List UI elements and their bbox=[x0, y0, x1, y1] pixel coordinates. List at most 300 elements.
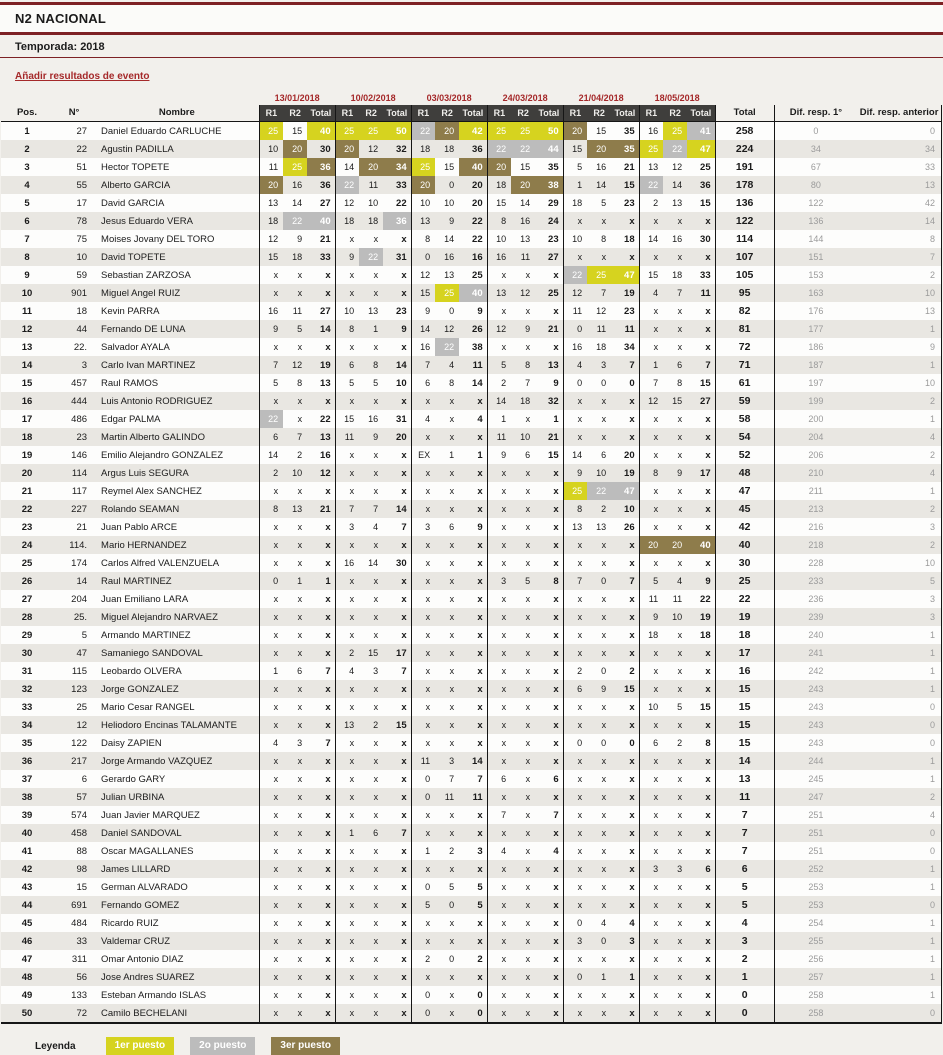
r2-cell: x bbox=[601, 594, 607, 604]
table-row bbox=[1, 698, 942, 716]
event-total-cell: x bbox=[629, 953, 635, 965]
r2-cell: x bbox=[677, 432, 683, 442]
dif-prev-cell: 2 bbox=[857, 536, 941, 554]
r2-cell: x bbox=[525, 666, 531, 676]
r1-cell: x bbox=[259, 644, 283, 662]
event-total-cell: x bbox=[401, 683, 407, 695]
r1-cell: x bbox=[335, 536, 359, 554]
table-row bbox=[1, 518, 942, 536]
r1-cell: x bbox=[335, 932, 359, 950]
r1-cell: x bbox=[335, 464, 359, 482]
event-total-cell: 3 bbox=[629, 935, 635, 947]
r1-cell: x bbox=[639, 914, 663, 932]
number-cell: 901 bbox=[71, 287, 88, 299]
event-total-cell: x bbox=[553, 341, 559, 353]
r2-cell: x bbox=[525, 828, 531, 838]
event-total-cell: 1 bbox=[553, 413, 559, 425]
number-cell: 311 bbox=[71, 953, 88, 965]
total-cell: 7 bbox=[715, 824, 774, 842]
event-total-cell: 47 bbox=[687, 140, 715, 158]
r2-cell: x bbox=[373, 594, 379, 604]
r2-cell: x bbox=[297, 882, 303, 892]
r1-cell: 4 bbox=[259, 734, 283, 752]
r2-cell: 12 bbox=[368, 144, 379, 154]
event-total-cell: 30 bbox=[320, 143, 331, 155]
pos-cell: 38 bbox=[21, 791, 33, 803]
r1-cell: x bbox=[487, 716, 511, 734]
r2-cell: x bbox=[601, 792, 607, 802]
r1-cell: 8 bbox=[335, 320, 359, 338]
r2-cell: x bbox=[449, 648, 455, 658]
legend-third-place-swatch: 3er puesto bbox=[271, 1037, 340, 1055]
number-cell: 23 bbox=[76, 431, 88, 443]
total-cell: 15 bbox=[715, 716, 774, 734]
r2-cell: 15 bbox=[292, 126, 303, 136]
dif-prev-cell: 0 bbox=[857, 122, 941, 141]
pos-cell: 4 bbox=[24, 179, 30, 191]
name-cell: Ricardo RUIZ bbox=[101, 917, 159, 929]
event-total-cell: 1 bbox=[477, 449, 483, 461]
r1-cell: 25 bbox=[639, 140, 663, 158]
r2-cell: x bbox=[601, 954, 607, 964]
event-total-cell: x bbox=[687, 842, 715, 860]
event-total-cell: x bbox=[477, 485, 483, 497]
r2-cell: x bbox=[525, 882, 531, 892]
r1-cell: x bbox=[639, 680, 663, 698]
number-cell: 5 bbox=[81, 629, 88, 641]
dif-prev-cell: 4 bbox=[857, 806, 941, 824]
dif-first-cell: 254 bbox=[808, 918, 824, 928]
name-cell: Luis Antonio RODRIGUEZ bbox=[101, 395, 213, 407]
r2-cell: x bbox=[373, 702, 379, 712]
event-total-cell: 20 bbox=[396, 431, 407, 443]
r1-cell: x bbox=[335, 392, 359, 410]
header-r2: R2 bbox=[435, 105, 459, 122]
table-row bbox=[1, 446, 942, 464]
event-total-cell: x bbox=[325, 863, 331, 875]
pos-cell: 47 bbox=[21, 953, 33, 965]
total-cell: 114 bbox=[715, 230, 774, 248]
event-total-cell: x bbox=[325, 287, 331, 299]
r2-cell: 16 bbox=[444, 252, 455, 262]
event-total-cell: 2 bbox=[477, 953, 483, 965]
event-total-cell: 9 bbox=[401, 323, 407, 335]
event-total-cell: x bbox=[629, 251, 635, 263]
r1-cell: x bbox=[487, 968, 511, 986]
dif-prev-cell: 13 bbox=[857, 302, 941, 320]
r1-cell: x bbox=[639, 482, 663, 500]
r1-cell: x bbox=[259, 752, 283, 770]
r1-cell: x bbox=[335, 446, 359, 464]
dif-prev-cell: 1 bbox=[857, 968, 941, 986]
r1-cell: x bbox=[411, 860, 435, 878]
r1-cell: 4 bbox=[411, 410, 435, 428]
event-total-cell: 15 bbox=[624, 683, 635, 695]
dif-first-cell: 216 bbox=[808, 522, 824, 532]
header-dif-first: Dif. resp. 1° bbox=[774, 105, 857, 122]
r1-cell: 5 bbox=[259, 374, 283, 392]
name-cell: Martin Alberto GALINDO bbox=[101, 431, 206, 443]
r2-cell: 11 bbox=[520, 252, 531, 262]
event-total-cell: x bbox=[553, 953, 559, 965]
r1-cell: 13 bbox=[411, 212, 435, 230]
r2-cell: 7 bbox=[373, 504, 379, 514]
r2-cell: 15 bbox=[672, 396, 683, 406]
r1-cell: 13 bbox=[563, 518, 587, 536]
r2-cell: x bbox=[297, 1008, 303, 1018]
event-total-cell: x bbox=[687, 554, 715, 572]
r1-cell: 10 bbox=[487, 230, 511, 248]
r2-cell: x bbox=[677, 936, 683, 946]
r2-cell: x bbox=[677, 810, 683, 820]
r1-cell: x bbox=[411, 968, 435, 986]
total-cell: 122 bbox=[715, 212, 774, 230]
r1-cell: 0 bbox=[563, 968, 587, 986]
r2-cell: x bbox=[449, 828, 455, 838]
r1-cell: x bbox=[259, 806, 283, 824]
dif-prev-cell: 10 bbox=[857, 554, 941, 572]
dif-prev-cell: 2 bbox=[857, 500, 941, 518]
event-total-cell: x bbox=[687, 896, 715, 914]
number-cell: 44 bbox=[76, 323, 88, 335]
pos-cell: 10 bbox=[21, 287, 33, 299]
dif-prev-cell: 2 bbox=[857, 446, 941, 464]
r2-cell: x bbox=[525, 594, 531, 604]
r1-cell: x bbox=[411, 716, 435, 734]
r2-cell: x bbox=[525, 342, 531, 352]
r2-cell: x bbox=[525, 702, 531, 712]
number-cell: 22. bbox=[73, 341, 88, 353]
r1-cell: x bbox=[335, 284, 359, 302]
event-total-cell: x bbox=[687, 248, 715, 266]
table-row bbox=[1, 464, 942, 482]
event-total-cell: 14 bbox=[320, 323, 331, 335]
r2-cell: x bbox=[297, 954, 303, 964]
r1-cell: 0 bbox=[411, 770, 435, 788]
total-cell: 178 bbox=[715, 176, 774, 194]
r2-cell: 20 bbox=[359, 158, 383, 176]
r2-cell: 14 bbox=[672, 180, 683, 190]
event-total-cell: x bbox=[687, 428, 715, 446]
r2-cell: 14 bbox=[596, 180, 607, 190]
r1-cell: x bbox=[487, 464, 511, 482]
number-cell: 6 bbox=[81, 773, 88, 785]
r2-cell: 11 bbox=[596, 324, 607, 334]
number-cell: 486 bbox=[71, 413, 88, 425]
header-r1: R1 bbox=[335, 105, 359, 122]
pos-cell: 35 bbox=[21, 737, 33, 749]
event-total-cell: 0 bbox=[477, 1007, 483, 1019]
header-r2: R2 bbox=[359, 105, 383, 122]
r1-cell: x bbox=[335, 698, 359, 716]
event-total-cell: x bbox=[325, 953, 331, 965]
legend bbox=[35, 1037, 943, 1055]
r2-cell: 8 bbox=[297, 378, 303, 388]
event-total-cell: x bbox=[477, 737, 483, 749]
r1-cell: 14 bbox=[639, 230, 663, 248]
event-total-cell: x bbox=[629, 755, 635, 767]
total-cell: 4 bbox=[715, 914, 774, 932]
r1-cell: x bbox=[639, 338, 663, 356]
dif-prev-cell: 3 bbox=[857, 608, 941, 626]
r1-cell: x bbox=[563, 608, 587, 626]
r2-cell: x bbox=[449, 810, 455, 820]
r2-cell: 9 bbox=[525, 324, 531, 334]
event-total-cell: 21 bbox=[548, 323, 559, 335]
r2-cell: x bbox=[373, 954, 379, 964]
header-r1: R1 bbox=[411, 105, 435, 122]
r1-cell: x bbox=[487, 626, 511, 644]
r2-cell: x bbox=[449, 540, 455, 550]
name-cell: Julian URBINA bbox=[101, 791, 165, 803]
r1-cell: x bbox=[487, 752, 511, 770]
r2-cell: 8 bbox=[601, 234, 607, 244]
total-cell: 191 bbox=[715, 158, 774, 176]
dif-prev-cell: 1 bbox=[857, 860, 941, 878]
name-cell: Mario Cesar RANGEL bbox=[101, 701, 195, 713]
r2-cell: 25 bbox=[435, 284, 459, 302]
pos-cell: 43 bbox=[21, 881, 33, 893]
r2-cell: 15 bbox=[444, 162, 455, 172]
r2-cell: 16 bbox=[368, 414, 379, 424]
r2-cell: 7 bbox=[449, 774, 455, 784]
r1-cell: x bbox=[411, 824, 435, 842]
r2-cell: 10 bbox=[520, 432, 531, 442]
event-total-cell: 40 bbox=[459, 158, 487, 176]
event-total-cell: x bbox=[687, 446, 715, 464]
name-cell: Heliodoro Encinas TALAMANTE bbox=[101, 719, 237, 731]
r1-cell: 6 bbox=[335, 356, 359, 374]
r2-cell: x bbox=[449, 918, 455, 928]
number-cell: 122 bbox=[71, 737, 88, 749]
r2-cell: 0 bbox=[449, 180, 455, 190]
event-total-cell: x bbox=[553, 467, 559, 479]
event-date: 03/03/2018 bbox=[426, 93, 472, 103]
r2-cell: x bbox=[373, 234, 379, 244]
event-total-cell: x bbox=[325, 899, 331, 911]
r2-cell: x bbox=[601, 414, 607, 424]
event-total-cell: 9 bbox=[687, 572, 715, 590]
r1-cell: x bbox=[259, 878, 283, 896]
add-event-link[interactable]: Añadir resultados de evento bbox=[15, 71, 150, 82]
event-total-cell: 35 bbox=[624, 125, 635, 137]
r1-cell: 16 bbox=[335, 554, 359, 572]
r1-cell: x bbox=[639, 554, 663, 572]
r1-cell: 11 bbox=[259, 158, 283, 176]
event-total-cell: 36 bbox=[383, 212, 411, 230]
event-total-cell: 10 bbox=[624, 503, 635, 515]
r2-cell: x bbox=[373, 774, 379, 784]
event-total-cell: x bbox=[553, 521, 559, 533]
r1-cell: x bbox=[259, 896, 283, 914]
total-cell: 5 bbox=[715, 896, 774, 914]
r2-cell: 22 bbox=[435, 338, 459, 356]
event-total-cell: x bbox=[553, 629, 559, 641]
r1-cell: 10 bbox=[259, 140, 283, 158]
dates-right-spacer bbox=[715, 92, 941, 105]
event-total-cell: x bbox=[629, 593, 635, 605]
pos-cell: 7 bbox=[24, 233, 30, 245]
pos-cell: 6 bbox=[24, 215, 30, 227]
r1-cell: 0 bbox=[411, 878, 435, 896]
event-total-cell: 20 bbox=[472, 197, 483, 209]
total-cell: 42 bbox=[715, 518, 774, 536]
r2-cell: x bbox=[373, 576, 379, 586]
event-total-cell: x bbox=[553, 863, 559, 875]
r2-cell: 25 bbox=[359, 122, 383, 141]
event-total-cell: 47 bbox=[611, 266, 639, 284]
r1-cell: x bbox=[259, 266, 283, 284]
r1-cell: 16 bbox=[563, 338, 587, 356]
r2-cell: x bbox=[601, 900, 607, 910]
event-total-cell: 21 bbox=[320, 503, 331, 515]
number-cell: 117 bbox=[71, 485, 88, 497]
table-row bbox=[1, 950, 942, 968]
r1-cell: 22 bbox=[563, 266, 587, 284]
event-total-cell: x bbox=[477, 863, 483, 875]
total-cell: 54 bbox=[715, 428, 774, 446]
dif-prev-cell: 8 bbox=[857, 230, 941, 248]
r1-cell: x bbox=[487, 1004, 511, 1023]
dif-first-cell: 211 bbox=[808, 486, 824, 496]
event-total-cell: x bbox=[325, 683, 331, 695]
r1-cell: x bbox=[259, 968, 283, 986]
number-cell: 444 bbox=[71, 395, 88, 407]
table-row bbox=[1, 122, 942, 141]
r2-cell: x bbox=[601, 216, 607, 226]
event-total-cell: x bbox=[687, 1004, 715, 1023]
dif-prev-cell: 1 bbox=[857, 356, 941, 374]
r1-cell: x bbox=[259, 842, 283, 860]
r2-cell: x bbox=[677, 666, 683, 676]
r1-cell: x bbox=[335, 752, 359, 770]
pos-cell: 20 bbox=[21, 467, 33, 479]
dif-prev-cell: 9 bbox=[857, 338, 941, 356]
r2-cell: 15 bbox=[596, 126, 607, 136]
event-total-cell: x bbox=[477, 539, 483, 551]
table-row bbox=[1, 176, 942, 194]
r2-cell: x bbox=[297, 702, 303, 712]
event-total-cell: 0 bbox=[477, 989, 483, 1001]
event-total-cell: 2 bbox=[629, 665, 635, 677]
r1-cell: 4 bbox=[563, 356, 587, 374]
r1-cell: 7 bbox=[335, 500, 359, 518]
dif-prev-cell: 1 bbox=[857, 644, 941, 662]
dif-prev-cell: 42 bbox=[857, 194, 941, 212]
r2-cell: x bbox=[373, 936, 379, 946]
r1-cell: 7 bbox=[639, 374, 663, 392]
dif-prev-cell: 1 bbox=[857, 680, 941, 698]
dif-first-cell: 144 bbox=[808, 234, 824, 244]
event-total-cell: 27 bbox=[320, 197, 331, 209]
r2-cell: x bbox=[297, 792, 303, 802]
r2-cell: x bbox=[601, 612, 607, 622]
event-total-cell: 35 bbox=[611, 140, 639, 158]
event-total-cell: 0 bbox=[629, 737, 635, 749]
legend-second-place-swatch: 2o puesto bbox=[190, 1037, 255, 1055]
event-total-cell: x bbox=[401, 737, 407, 749]
table-row bbox=[1, 644, 942, 662]
header-r1: R1 bbox=[487, 105, 511, 122]
r1-cell: 12 bbox=[335, 194, 359, 212]
event-date: 24/03/2018 bbox=[502, 93, 548, 103]
name-cell: Fernando DE LUNA bbox=[101, 323, 186, 335]
table-row bbox=[1, 158, 942, 176]
event-total-cell: x bbox=[553, 701, 559, 713]
r2-cell: x bbox=[373, 450, 379, 460]
dif-first-cell: 151 bbox=[808, 252, 824, 262]
number-cell: 25 bbox=[76, 701, 88, 713]
r1-cell: 25 bbox=[487, 122, 511, 141]
r1-cell: x bbox=[639, 410, 663, 428]
r1-cell: x bbox=[335, 968, 359, 986]
r1-cell: 3 bbox=[335, 518, 359, 536]
r2-cell: x bbox=[601, 756, 607, 766]
event-total-cell: x bbox=[325, 557, 331, 569]
name-cell: Jose Andres SUAREZ bbox=[101, 971, 195, 983]
r2-cell: x bbox=[677, 828, 683, 838]
r2-cell: x bbox=[601, 630, 607, 640]
r2-cell: 5 bbox=[601, 198, 607, 208]
r1-cell: 7 bbox=[259, 356, 283, 374]
event-total-cell: x bbox=[401, 989, 407, 1001]
r2-cell: 0 bbox=[449, 954, 455, 964]
name-cell: Raul MARTINEZ bbox=[101, 575, 172, 587]
event-total-cell: 11 bbox=[472, 791, 483, 803]
r1-cell: x bbox=[487, 608, 511, 626]
r1-cell: x bbox=[335, 1004, 359, 1023]
r2-cell: 10 bbox=[368, 198, 379, 208]
r2-cell: 1 bbox=[449, 450, 455, 460]
r2-cell: x bbox=[525, 918, 531, 928]
r1-cell: 7 bbox=[487, 806, 511, 824]
event-total-cell: x bbox=[629, 413, 635, 425]
table-row bbox=[1, 824, 942, 842]
r2-cell: 13 bbox=[520, 234, 531, 244]
event-total-cell: x bbox=[401, 791, 407, 803]
r2-cell: x bbox=[677, 648, 683, 658]
r2-cell: 8 bbox=[525, 360, 531, 370]
r1-cell: x bbox=[411, 626, 435, 644]
r2-cell: x bbox=[677, 756, 683, 766]
pos-cell: 5 bbox=[24, 197, 30, 209]
r2-cell: x bbox=[525, 414, 531, 424]
event-total-cell: 21 bbox=[548, 431, 559, 443]
event-total-cell: 7 bbox=[553, 809, 559, 821]
event-total-cell: x bbox=[629, 701, 635, 713]
r1-cell: 16 bbox=[487, 248, 511, 266]
total-cell: 59 bbox=[715, 392, 774, 410]
r2-cell: x bbox=[449, 630, 455, 640]
pos-cell: 19 bbox=[21, 449, 33, 461]
r2-cell: 0 bbox=[449, 900, 455, 910]
r2-cell: 22 bbox=[511, 140, 535, 158]
name-cell: German ALVARADO bbox=[101, 881, 188, 893]
dif-first-cell: 239 bbox=[808, 612, 824, 622]
table-head bbox=[1, 92, 942, 122]
r1-cell: x bbox=[487, 590, 511, 608]
event-total-cell: x bbox=[477, 503, 483, 515]
event-total-cell: x bbox=[629, 899, 635, 911]
event-total-cell: x bbox=[687, 680, 715, 698]
r2-cell: x bbox=[449, 702, 455, 712]
r2-cell: x bbox=[297, 756, 303, 766]
r1-cell: x bbox=[335, 788, 359, 806]
table-row bbox=[1, 212, 942, 230]
r2-cell: x bbox=[297, 810, 303, 820]
event-total-cell: 19 bbox=[687, 608, 715, 626]
r1-cell: 18 bbox=[487, 176, 511, 194]
